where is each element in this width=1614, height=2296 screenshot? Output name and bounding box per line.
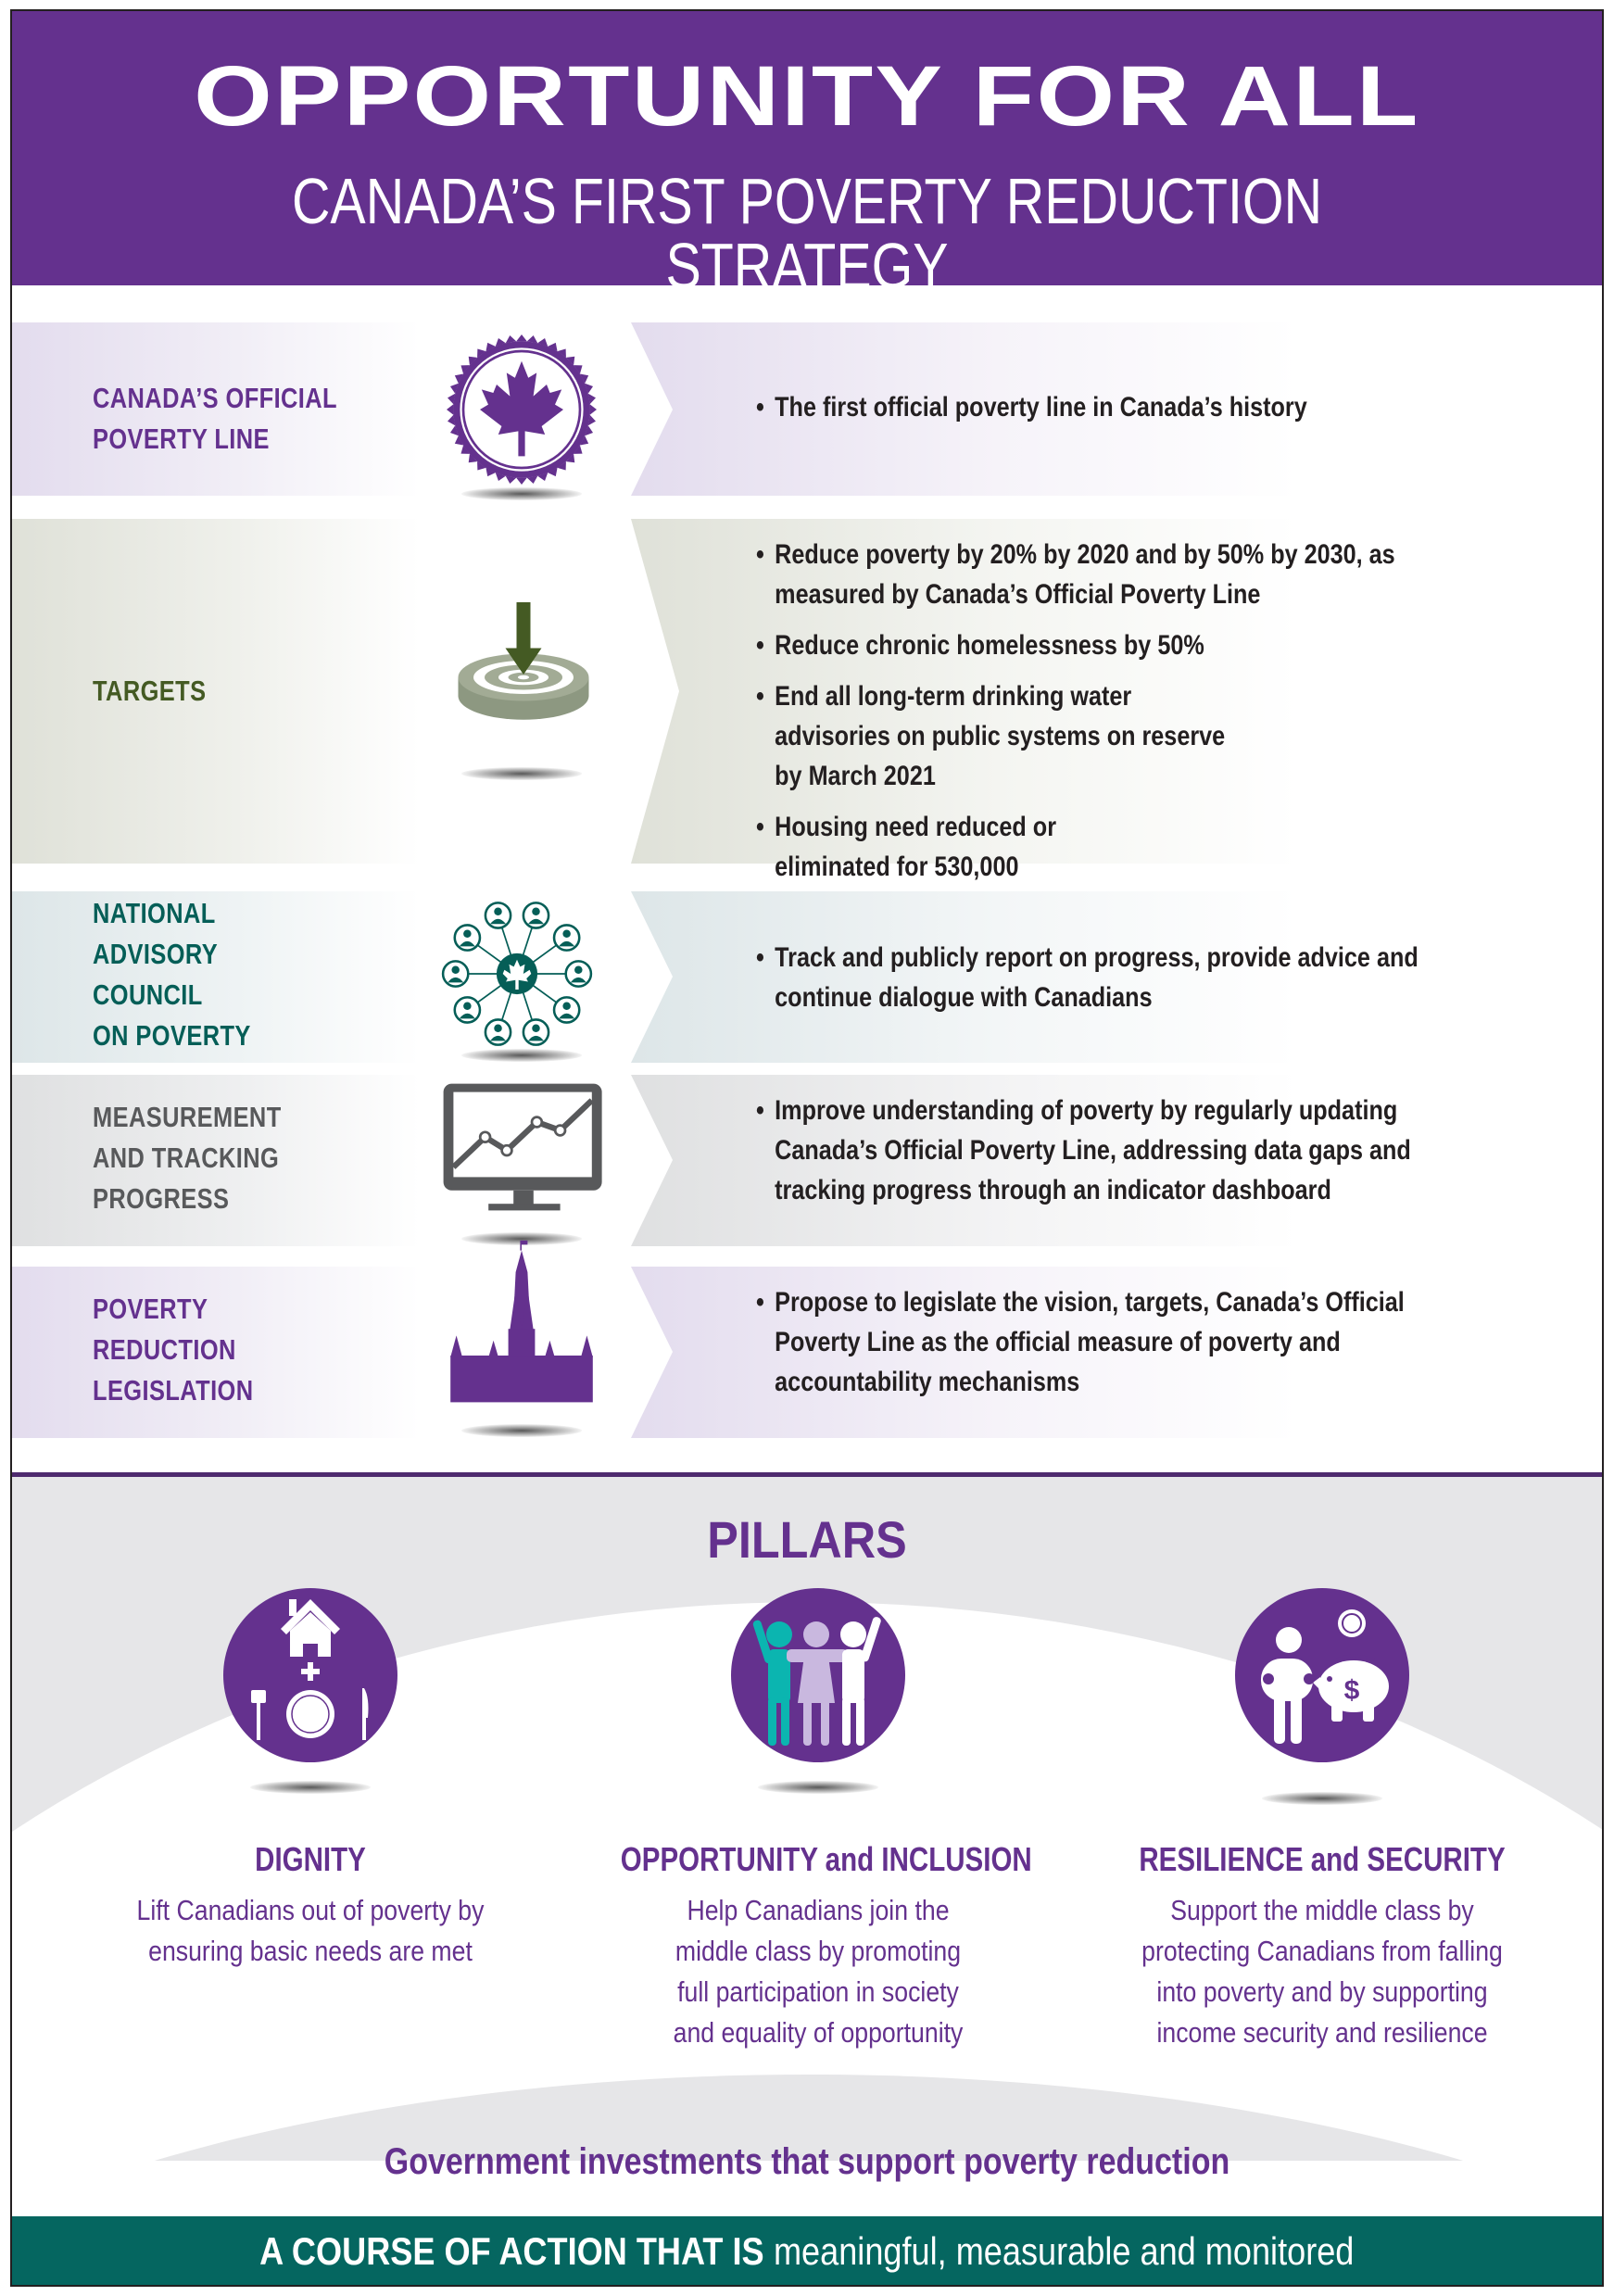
person-icon: [494, 907, 502, 915]
person-icon: [451, 966, 460, 975]
person-icon: [532, 1025, 540, 1033]
bullet-item: • Improve understanding of poverty by regularly updating Canada’s Official Poverty Line, addressing data gaps and tracking progress through an indicator dashboard: [756, 1091, 1488, 1210]
dollar-sign: $: [1343, 1675, 1360, 1706]
bullet-item: • The first official poverty line in Canada’s history: [756, 387, 1576, 427]
pillars-title: PILLARS: [707, 1510, 907, 1569]
row-measurement-tracking: [12, 1075, 1602, 1246]
bullet-list: [756, 1091, 1565, 1221]
bullet-item: • Reduce chronic homelessness by 50%: [756, 625, 1576, 665]
seal-tooth: [516, 478, 527, 485]
investments-statement: Government investments that support poverty reduction: [384, 2141, 1230, 2182]
row-national-advisory-council: [12, 891, 1602, 1063]
bullet-item: • Propose to legislate the vision, targets, Canada’s Official Poverty Line as the official measure of poverty and accountability mechanisms: [756, 1282, 1488, 1402]
row-targets: [12, 519, 1602, 882]
person-icon: [494, 1025, 502, 1033]
bullet-item: • Reduce poverty by 20% by 2020 and by 50% by 2030, as measured by Canada’s Official Poverty Line: [756, 535, 1454, 614]
member-node: [485, 1019, 511, 1044]
pillar-description: Support the middle class by protecting Canadians from falling into poverty and by supporting income security and resilience: [1141, 1894, 1503, 2049]
row-official-poverty-line: [12, 322, 1602, 496]
pillar-title: DIGNITY: [255, 1840, 366, 1878]
pillar-opportunity-inclusion: [577, 1588, 1059, 2053]
person-icon: [463, 930, 472, 939]
row-poverty-reduction-legislation: [12, 1267, 1602, 1438]
person-icon: [574, 966, 583, 975]
council-network-icon: [438, 895, 596, 1053]
pillar-title: RESILIENCE and SECURITY: [1139, 1840, 1506, 1878]
pillars-section: [12, 1477, 1602, 2161]
bullet-list: [756, 1282, 1565, 1413]
bullet-list: [756, 387, 1565, 438]
row-label: POVERTY REDUCTION LEGISLATION: [93, 1293, 254, 1407]
bullet-item: • Track and publicly report on progress, provide advice and continue dialogue with Canadians: [756, 938, 1454, 1017]
house-plate-icon: [223, 1588, 397, 1762]
footer-tagline: meaningful, measurable and monitored: [774, 2229, 1355, 2273]
member-node: [455, 925, 480, 950]
bullet-item: • End all long-term drinking water advisories on public systems on reserve by March 2021: [756, 676, 1250, 796]
row-label: TARGETS: [93, 675, 207, 707]
target-arrow-icon: [431, 602, 616, 741]
row-label: NATIONAL ADVISORY COUNCIL ON POVERTY: [93, 897, 251, 1052]
pillar-description: Lift Canadians out of poverty by ensuring basic needs are met: [136, 1894, 485, 1967]
people-group-icon: [731, 1588, 905, 1762]
person-icon: [532, 907, 540, 915]
seal-tooth: [590, 404, 597, 415]
pillar-description: Help Canadians join the middle class by promoting full participation in society and equality of opportunity: [673, 1894, 964, 2049]
person-icon: [463, 1002, 472, 1010]
bullet-list: [756, 938, 1565, 1028]
parliament-icon: [448, 1239, 596, 1406]
member-node: [554, 997, 579, 1022]
maple-leaf-seal-icon: [438, 326, 605, 493]
person-icon: [562, 930, 571, 939]
footer-banner: [12, 2216, 1602, 2287]
member-node: [523, 1019, 549, 1044]
infographic: [10, 9, 1604, 2287]
person-icon: [562, 1002, 571, 1010]
member-node: [455, 997, 480, 1022]
person-piggy-bank-icon: [1235, 1588, 1409, 1762]
monitor-chart-icon: [440, 1080, 607, 1214]
footer-lead: A COURSE OF ACTION THAT IS: [259, 2229, 764, 2273]
pillar-resilience-security: [1081, 1588, 1563, 2053]
member-node: [554, 925, 579, 950]
pillar-dignity: [69, 1588, 551, 1972]
seal-tooth: [447, 404, 453, 415]
row-label: CANADA’S OFFICIAL POVERTY LINE: [93, 382, 337, 455]
bullet-item: • Housing need reduced or eliminated for 530,000: [756, 807, 1128, 927]
bullet-list: [756, 535, 1565, 938]
page-title: OPPORTUNITY FOR ALL: [194, 49, 1420, 144]
seal-tooth: [516, 334, 527, 341]
row-label: MEASUREMENT AND TRACKING PROGRESS: [93, 1101, 282, 1215]
page-subtitle: CANADA’S FIRST POVERTY REDUCTION STRATEGY: [291, 165, 1323, 302]
header-banner: [12, 11, 1602, 302]
pillar-title: OPPORTUNITY and INCLUSION: [620, 1840, 1032, 1878]
